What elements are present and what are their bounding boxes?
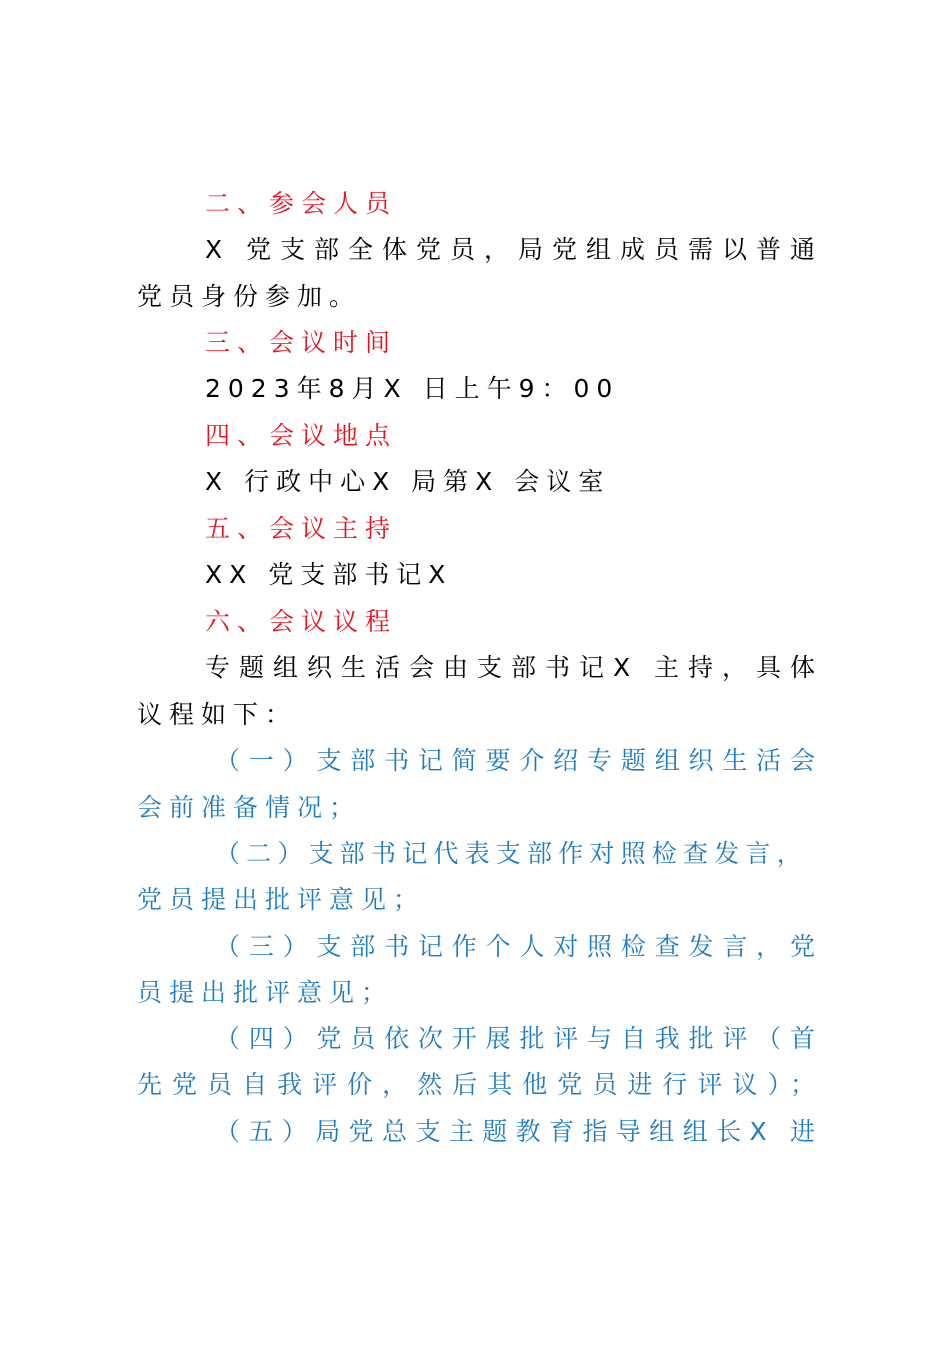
- agenda-item-1-line-1: （一）支部书记简要介绍专题组织生活会: [215, 746, 822, 775]
- agenda-item-5-line-1: （五）局党总支主题教育指导组组长X 进: [215, 1117, 822, 1146]
- attendees-text-line-2: 党员身份参加。: [137, 282, 362, 311]
- section-heading-agenda: 六、会议议程: [205, 607, 398, 636]
- agenda-item-3-line-2: 员提出批评意见；: [137, 978, 394, 1007]
- agenda-item-3-line-1: （三）支部书记作个人对照检查发言，党: [215, 932, 822, 961]
- section-heading-attendees: 二、参会人员: [205, 189, 398, 218]
- section-heading-time: 三、会议时间: [205, 328, 398, 357]
- agenda-item-2-line-2: 党员提出批评意见；: [137, 885, 426, 914]
- agenda-item-2-line-1: （二）支部书记代表支部作对照检查发言，: [215, 839, 808, 868]
- host-text: XX 党支部书记X: [205, 560, 453, 589]
- agenda-item-4-line-1: （四）党员依次开展批评与自我批评（首: [215, 1024, 822, 1053]
- time-text: 2023年8月X 日上午9：00: [205, 374, 620, 403]
- agenda-intro-line-2: 议程如下：: [137, 700, 298, 729]
- agenda-item-1-line-2: 会前准备情况；: [137, 793, 362, 822]
- attendees-text-line-1: X 党支部全体党员，局党组成员需以普通: [205, 235, 822, 264]
- location-text: X 行政中心X 局第X 会议室: [205, 467, 611, 496]
- section-heading-host: 五、会议主持: [205, 514, 398, 543]
- agenda-item-4-line-2: 先党员自我评价，然后其他党员进行评议）；: [137, 1070, 822, 1099]
- agenda-intro-line-1: 专题组织生活会由支部书记X 主持，具体: [205, 653, 822, 682]
- section-heading-location: 四、会议地点: [205, 421, 398, 450]
